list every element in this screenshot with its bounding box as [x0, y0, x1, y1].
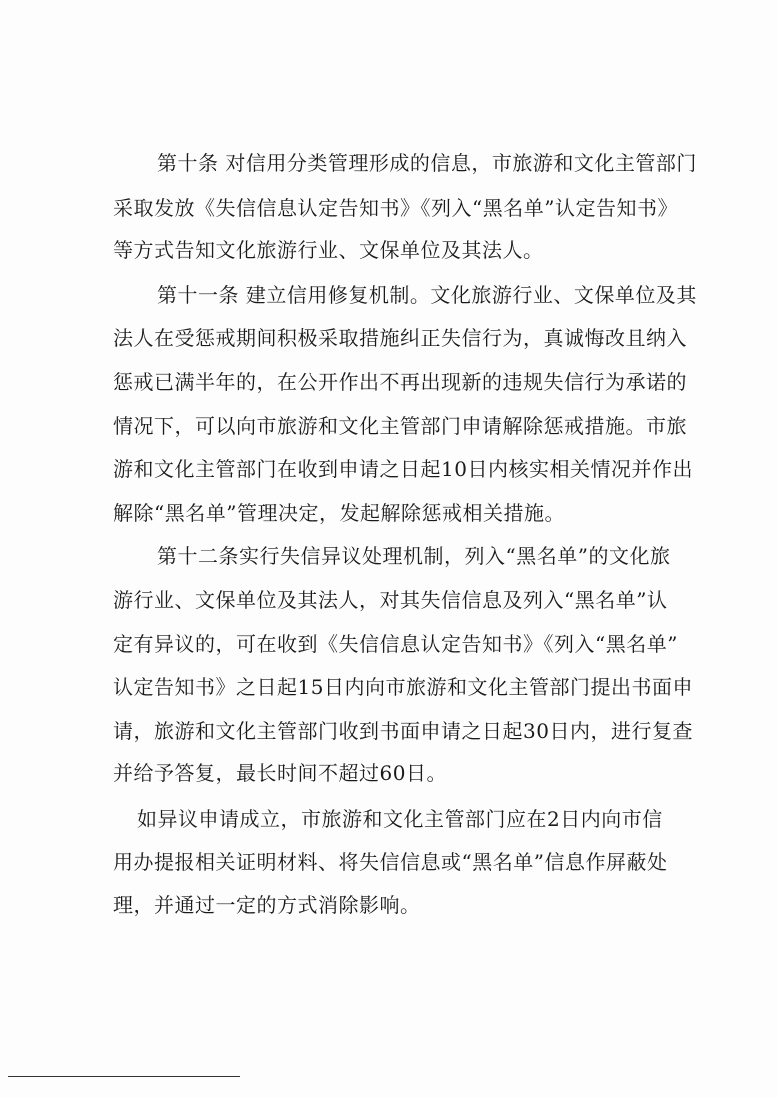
paragraph-4-line-2: 用办提报相关证明材料、将失信信息或“黑名单”信息作屏蔽处 [113, 850, 668, 874]
paragraph-2-line-5: 游和文化主管部门在收到申请之日起10日内核实相关情况并作出 [113, 457, 693, 481]
paragraph-3-line-6: 并给予答复，最长时间不超过60日。 [113, 761, 447, 785]
paragraph-2-line-6: 解除“黑名单”管理决定，发起解除惩戒相关措施。 [113, 501, 565, 525]
paragraph-3-line-1: 第十二条实行失信异议处理机制，列入“黑名单”的文化旅 [157, 544, 671, 568]
paragraph-2-line-2: 法人在受惩戒期间积极采取措施纠正失信行为，真诚悔改且纳入 [113, 326, 687, 350]
paragraph-3-line-5: 请，旅游和文化主管部门收到书面申请之日起30日内，进行复查 [113, 719, 693, 743]
paragraph-3-line-2: 游行业、文保单位及其法人，对其失信信息及列入“黑名单”认 [113, 588, 668, 612]
paragraph-2-line-3: 惩戒已满半年的，在公开作出不再出现新的违规失信行为承诺的 [113, 370, 687, 394]
paragraph-3-line-4: 认定告知书》之日起15日内向市旅游和文化主管部门提出书面申 [113, 675, 693, 699]
paragraph-2-line-1: 第十一条 建立信用修复机制。文化旅游行业、文保单位及其 [157, 283, 697, 307]
paragraph-1-line-2: 采取发放《失信信息认定告知书》《列入“黑名单”认定告知书》 [113, 196, 678, 220]
paragraph-4-line-3: 理，并通过一定的方式消除影响。 [113, 893, 421, 917]
footer-rule [8, 1076, 240, 1077]
paragraph-1-line-1: 第十条 对信用分类管理形成的信息，市旅游和文化主管部门 [157, 151, 697, 175]
paragraph-1-line-3: 等方式告知文化旅游行业、文保单位及其法人。 [113, 238, 544, 262]
paragraph-3-line-3: 定有异议的，可在收到《失信信息认定告知书》《列入“黑名单” [113, 632, 678, 656]
paragraph-2-line-4: 情况下，可以向市旅游和文化主管部门申请解除惩戒措施。市旅 [113, 414, 687, 438]
paragraph-4-line-1: 如异议申请成立，市旅游和文化主管部门应在2日内向市信 [137, 807, 663, 831]
